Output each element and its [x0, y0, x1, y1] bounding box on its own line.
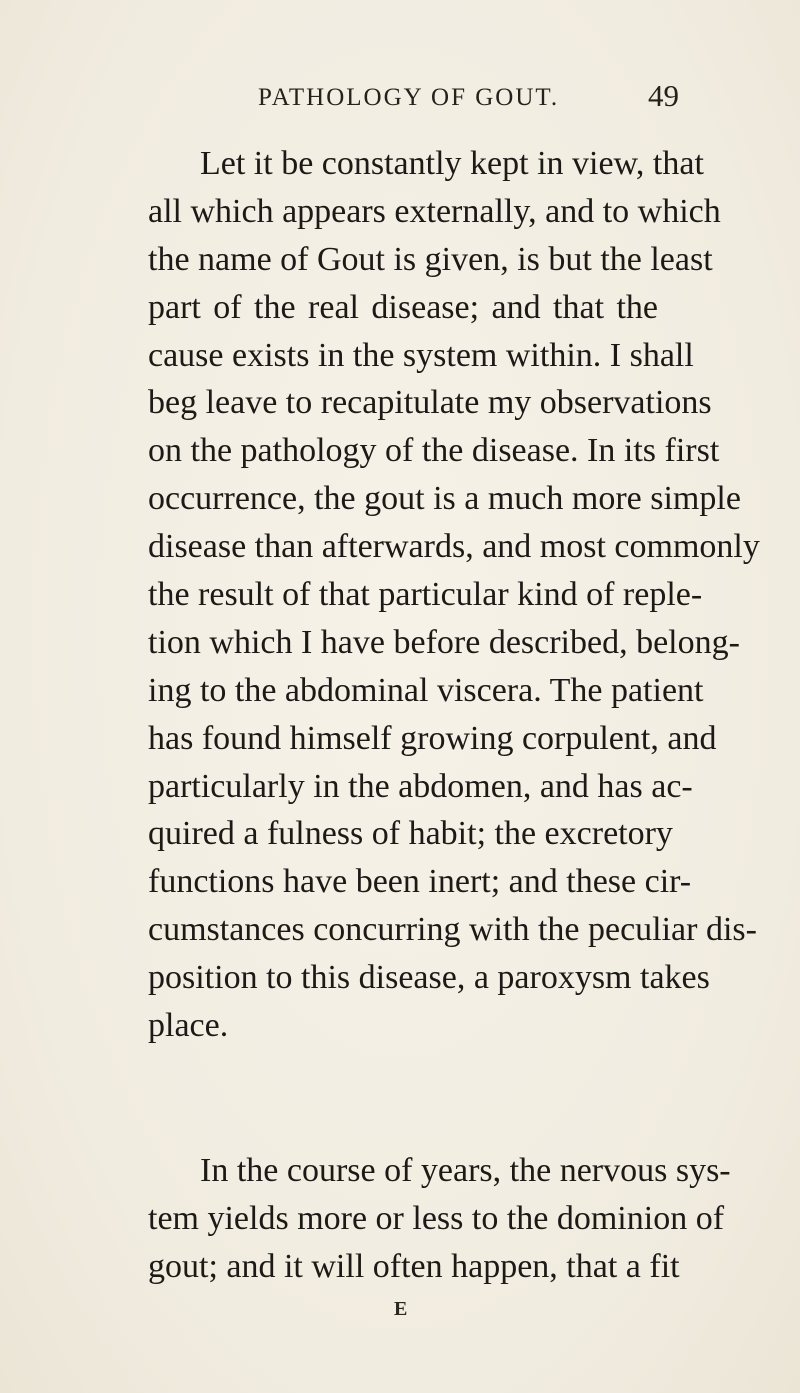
text-line: In the course of years, the nervous sys-: [200, 1152, 731, 1189]
text-line: cumstances concurring with the peculiar dis-: [148, 911, 757, 949]
text-line: cause exists in the system within. I shall: [148, 336, 694, 374]
text-line: ing to the abdominal viscera. The patient: [148, 671, 704, 709]
text-line: on the pathology of the disease. In its first: [148, 432, 720, 470]
text-line: particularly in the abdomen, and has ac-: [148, 767, 693, 805]
text-line: tion which I have before described, belong-: [148, 623, 740, 661]
text-line: place.: [148, 1007, 229, 1045]
text-line: Let it be constantly kept in view, that: [200, 145, 704, 182]
running-head-title: PATHOLOGY OF GOUT.: [258, 84, 560, 111]
text-line: occurrence, the gout is a much more simple: [148, 480, 741, 518]
text-line: part of the real disease; and that the: [148, 288, 658, 326]
page-number: 49: [648, 78, 679, 113]
text-line: beg leave to recapitulate my observations: [148, 384, 712, 422]
text-line: quired a fulness of habit; the excretory: [148, 815, 673, 853]
text-line: the name of Gout is given, is but the least: [148, 240, 713, 278]
text-line: gout; and it will often happen, that a fit: [148, 1247, 680, 1285]
text-line: all which appears externally, and to which: [148, 192, 721, 230]
text-line: disease than afterwards, and most commonly: [148, 528, 760, 566]
text-line: the result of that particular kind of reple-: [148, 576, 703, 614]
text-line: tem yields more or less to the dominion of: [148, 1199, 725, 1237]
paragraph-2: [148, 1147, 731, 1291]
text-line: functions have been inert; and these cir-: [148, 863, 692, 901]
signature-mark: E: [394, 1298, 409, 1320]
text-line: has found himself growing corpulent, and: [148, 719, 717, 757]
paragraph-1: [148, 140, 760, 1050]
text-line: position to this disease, a paroxysm takes: [148, 959, 710, 997]
